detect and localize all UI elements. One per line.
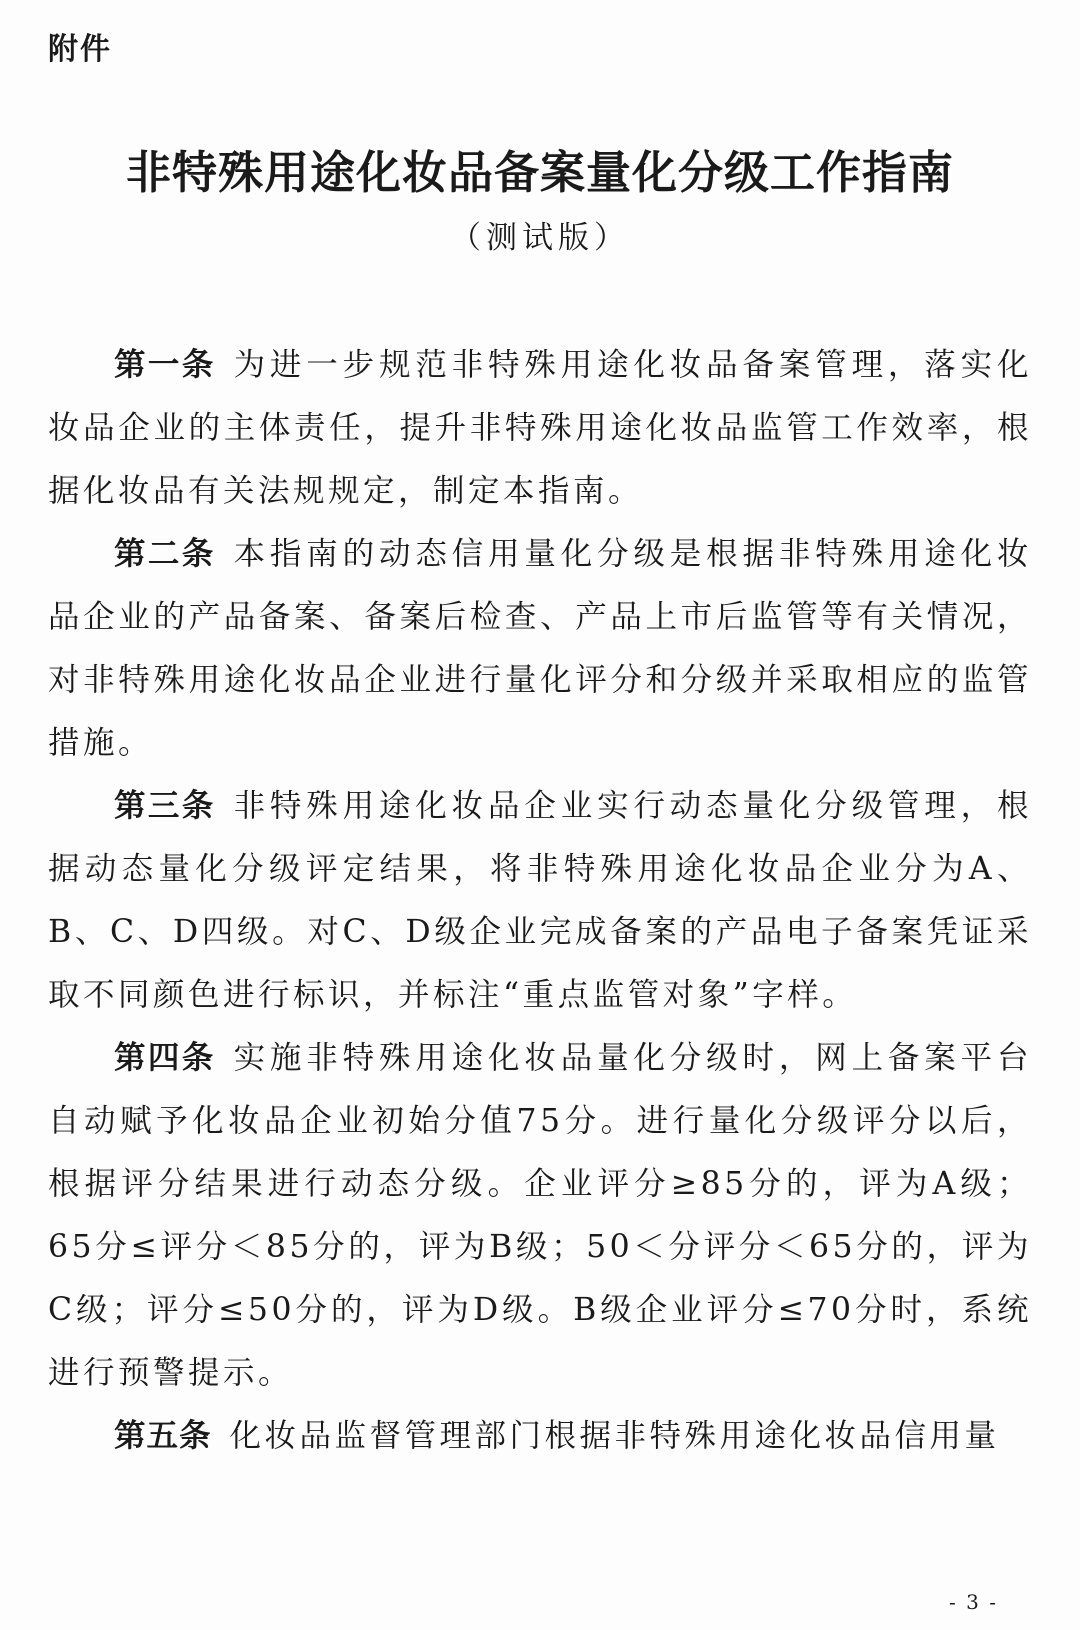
document-subtitle: （测试版） [450, 220, 630, 256]
article-text: 化妆品监督管理部门根据非特殊用途化妆品信用量 [229, 1418, 1000, 1454]
attachment-label: 附件 [48, 32, 112, 67]
article-text: 为进一步规范非特殊用途化妆品备案管理，落实化妆品企业的主体责任，提升非特殊用途化妆品监管工作效率，根据化妆品有关法规规定，制定本指南。 [48, 347, 1032, 509]
document-title: 非特殊用途化妆品备案量化分级工作指南 [125, 146, 954, 199]
article-2 [48, 523, 1032, 775]
article-4 [48, 1027, 1032, 1405]
article-heading: 第二条 [114, 536, 216, 572]
page-number: - 3 - [949, 1590, 998, 1614]
article-text: 实施非特殊用途化妆品量化分级时，网上备案平台自动赋予化妆品企业初始分值75分。进行量化分级评分以后，根据评分结果进行动态分级。企业评分≥85分的，评为A级；65分≤评分＜85分的，评为B级；50＜分评分＜65分的，评为C级；评分≤50分的，评为D级。B级企业评分≤70分时，系统进行预警提示。 [48, 1040, 1032, 1391]
article-5 [48, 1405, 1032, 1468]
article-1 [48, 334, 1032, 523]
article-heading: 第三条 [114, 788, 216, 824]
document-body [48, 334, 1032, 1468]
article-3 [48, 775, 1032, 1027]
article-text: 本指南的动态信用量化分级是根据非特殊用途化妆品企业的产品备案、备案后检查、产品上市后监管等有关情况，对非特殊用途化妆品企业进行量化评分和分级并采取相应的监管措施。 [48, 536, 1032, 761]
article-text: 非特殊用途化妆品企业实行动态量化分级管理，根据动态量化分级评定结果，将非特殊用途化妆品企业分为A、B、C、D四级。对C、D级企业完成备案的产品电子备案凭证采取不同颜色进行标识，并标注“重点监管对象”字样。 [48, 788, 1032, 1013]
article-heading: 第五条 [114, 1418, 212, 1454]
article-heading: 第四条 [114, 1040, 216, 1076]
article-heading: 第一条 [114, 347, 216, 383]
